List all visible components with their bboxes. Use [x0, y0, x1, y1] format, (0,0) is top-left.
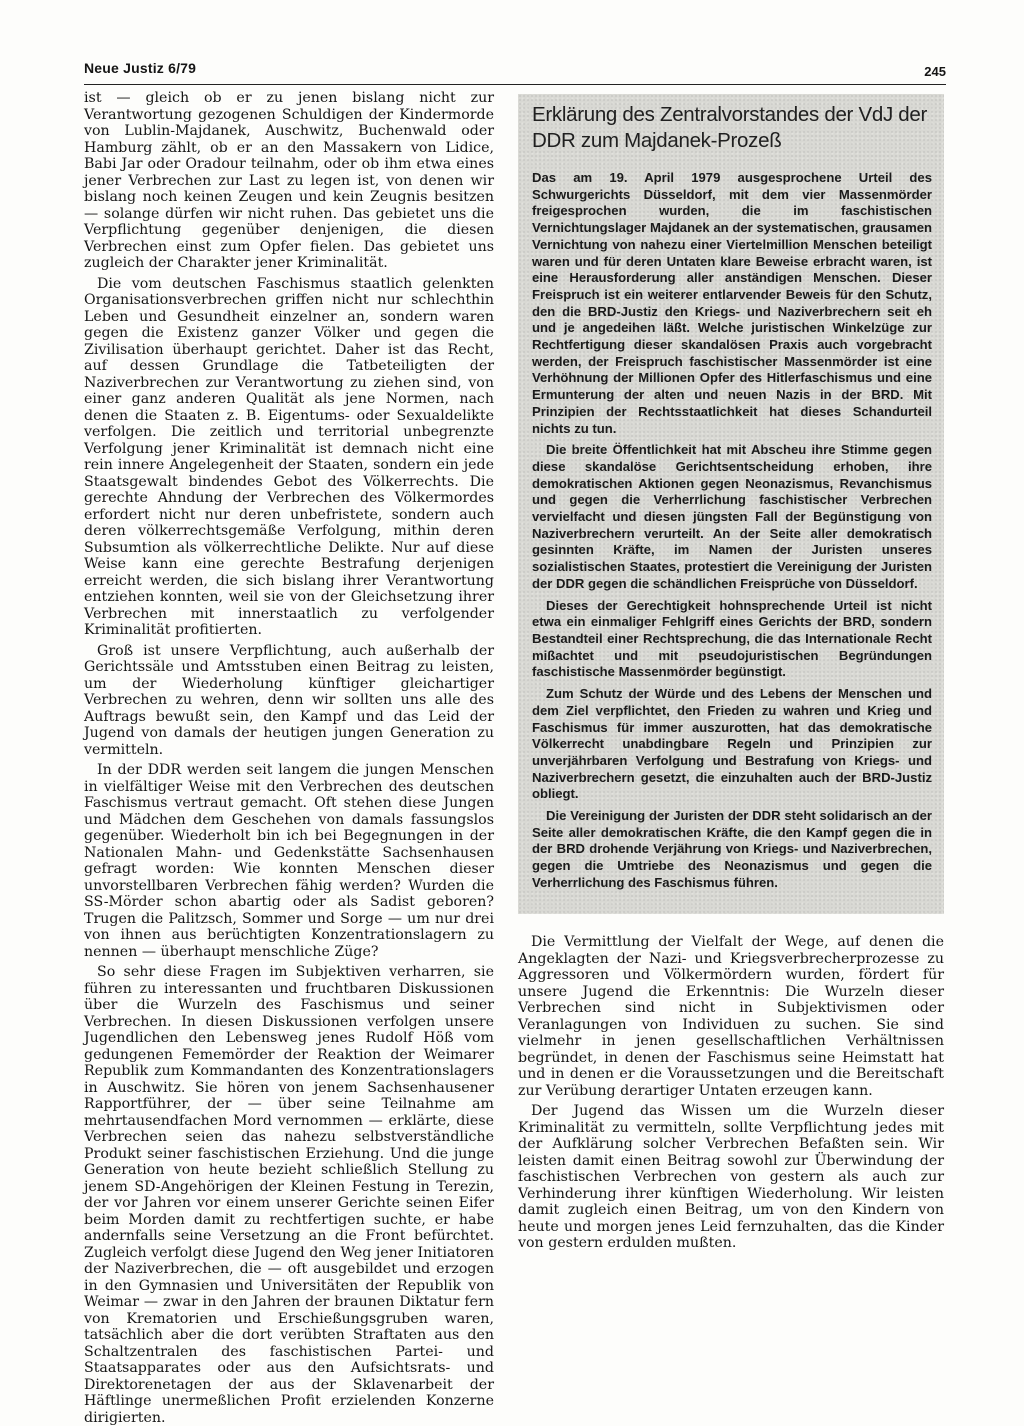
journal-title: Neue Justiz 6/79 [84, 60, 197, 76]
left-paragraph-1: ist — gleich ob er zu jenen bislang nicht zur Verantwortung gezogenen Schuldigen der Kindermorde von Lublin-Majdanek, Auschwitz, Buchenwald oder Hamburg zählt, ob er an den Massakern von Lidice, Babi Jar oder Oradour teilnahm, oder ob ihm etwa eines jener Verbrechen zur Last zu legen ist, von denen wir bislang noch keinen Zeugen und kein Zeugnis besitzen — solange dürfen wir nicht ruhen. Das gebietet uns die Verpflichtung gegenüber denjenigen, die diesen Verbrechen einst zum Opfer fielen. Das gebietet uns zugleich der Charakter jener Kriminalität. [84, 90, 494, 271]
right-paragraph-2: Der Jugend das Wissen um die Wurzeln dieser Kriminalität zu vermitteln, sollte Verpflichtung jedes mit der Aufklärung solcher Verbrechen Befaßten sein. Wir leisten damit einen Beitrag sowohl zur Überwindung der faschistischen Verbrechen von gestern als auch zur Verhinderung ihrer künftigen Wiederholung. Wir leisten damit zugleich einen Beitrag, um von den Kindern von heute und morgen jenes Leid fernzuhalten, das die Kinder von gestern erdulden mußten. [518, 1103, 944, 1251]
left-paragraph-4: In der DDR werden seit langem die jungen Menschen in vielfältiger Weise mit den Verbrechen des deutschen Faschismus vertraut gemacht. Oft stehen diese Jungen und Mädchen dem Geschehen von damals fassungslos gegenüber. Wiederholt bin ich bei Begegnungen in der Nationalen Mahn- und Gedenkstätte Sachsenhausen gefragt worden: Wie konnten Menschen dieser unvorstellbaren Verbrechen fähig werden? Wurden die SS-Mörder schon abartig oder als Sadist geboren? Trugen die Palitzsch, Sommer und Sorge — um nur drei von ihnen aus berüchtigten Konzentrationslagern zu nennen — überhaupt menschliche Züge? [84, 762, 494, 960]
right-paragraph-1: Die Vermittlung der Vielfalt der Wege, auf denen die Angeklagten der Nazi- und Kriegsverbrecherprozesse zu Aggressoren und Völkermördern wurden, fördert für unsere Jugend die Erkenntnis: Die Wurzeln dieser Verbrechen sind nicht in Subjektivismen oder Veranlagungen von Individuen zu suchen. Sie sind vielmehr in jenen gesellschaftlichen Verhältnissen begründet, in denen der Faschismus seine Heimstatt hat und in denen er die Voraussetzungen und die Bereitschaft zur Verübung derartiger Untaten erzeugen kann. [518, 934, 944, 1099]
statement-box [518, 94, 944, 914]
right-column [518, 934, 944, 1252]
page-number: 245 [924, 64, 946, 79]
statement-paragraph-4: Zum Schutz der Würde und des Lebens der Menschen und dem Ziel verpflichtet, den Frieden zu wahren und Krieg und Faschismus für immer auszurotten, hat das demokratische Völkerrecht unabdingbare Regeln und Prinzipien zur unverjährbaren Verfolgung und Bestrafung von Kriegs- und Naziverbrechern gesetzt, die einzuhalten auch der BRD-Justiz obliegt. [532, 686, 932, 802]
page-header [84, 58, 946, 85]
statement-title: Erklärung des Zentralvorstandes der VdJ der DDR zum Majdanek-Prozeß [532, 103, 928, 152]
statement-paragraph-5: Die Vereinigung der Juristen der DDR steht solidarisch an der Seite aller demokratischen Kräfte, die den Kampf gegen die in der BRD drohende Verjährung von Kriegs- und Naziverbrechen, gegen die Umtriebe des Neonazismus und gegen die Verherrlichung des Faschismus führen. [532, 808, 932, 890]
statement-paragraph-2: Die breite Öffentlichkeit hat mit Abscheu ihre Stimme gegen diese skandalöse Gerichtsentscheidung erhoben, ihre demokratischen Aktionen gegen Neonazismus, Revanchismus und gegen die Verherrlichung faschistischer Verbrechen vervielfacht und diesen jüngsten Fall der Begünstigung von Naziverbrechern verurteilt. An der Seite aller demokratisch gesinnten Kräfte, im Namen der Juristen unseres sozialistischen Staates, protestiert die Vereinigung der Juristen der DDR gegen die schändlichen Freisprüche von Düsseldorf. [532, 442, 932, 591]
left-paragraph-5: So sehr diese Fragen im Subjektiven verharren, sie führen zu interessanten und fruchtbaren Diskussionen über die Wurzeln des Faschismus und seiner Verbrechen. In diesen Diskussionen verfolgen unsere Jugendlichen den Lebensweg jenes Rudolf Höß vom gedungenen Fememörder der Reaktion der Weimarer Republik zum Kommandanten des Konzentrationslagers in Auschwitz. Sie hören von jenem Sachsenhausener Rapportführer, der — über seine Teilnahme am mehrtausendfachen Mord vernommen — erklärte, diese Verbrechen seien das nahezu selbstverständliche Produkt seiner faschistischen Erziehung. Und die junge Generation von heute bezieht schließlich Stellung zu jenem SD-Angehörigen der Kleinen Festung in Terezin, der vor Jahren vor einem unserer Gerichte seinen Eifer beim Morden damit zu rechtfertigen suchte, er habe andernfalls seine Versetzung an die Front befürchtet. Zugleich verfolgt diese Jugend den Weg jener Initiatoren der Naziverbrechen, die — oft ausgebildet und erzogen in den Gymnasien und Universitäten der Republik von Weimar — zwar in den Jahren der braunen Diktatur fern von Krematorien und Erschießungsgruben waren, tatsächlich aber die dort verübten Straftaten aus den Schaltzentralen des faschistischen Partei- und Staatsapparates oder aus den Aufsichtsrats- und Direktorenetagen der aus der Sklavenarbeit der Häftlinge unermeßlichen Profit erzielenden Konzerne dirigierten. [84, 964, 494, 1426]
left-column [84, 90, 494, 1426]
left-paragraph-3: Groß ist unsere Verpflichtung, auch außerhalb der Gerichtssäle und Amtsstuben einen Beitrag zu leisten, um der Wiederholung künftiger gleichartiger Verbrechen zu wehren, denn wir sollten uns alle des Auftrags bewußt sein, den Kampf und das Leid der Jugend von damals der heutigen jungen Generation zu vermitteln. [84, 642, 494, 758]
statement-paragraph-3: Dieses der Gerechtigkeit hohnsprechende Urteil ist nicht etwa ein einmaliger Fehlgriff eines Gerichts der BRD, sondern Bestandteil einer Rechtsprechung, die das Internationale Recht mißachtet und mit pseudojuristischen Begründungen faschistische Massenmörder begünstigt. [532, 597, 932, 680]
statement-paragraph-1: Das am 19. April 1979 ausgesprochene Urteil des Schwurgerichts Düsseldorf, mit dem vier Massenmörder freigesprochen wurden, die im faschistischen Vernichtungslager Majdanek an der systematischen, grausamen Vernichtung von nahezu einer Viertelmillion Menschen beteiligt waren und für deren Untaten klare Beweise erbracht waren, ist eine Herausforderung aller anständigen Menschen. Dieser Freispruch ist ein weiterer entlarvender Beweis für den Schutz, den die BRD-Justiz den Kriegs- und Naziverbrechern seit eh und je angedeihen läßt. Welche juristischen Winkelzüge zur Rechtfertigung dieser skandalösen Praxis auch vorgebracht werden, der Freispruch faschistischer Massenmörder ist eine Verhöhnung der Millionen Opfer des Hitlerfaschismus und eine Ermunterung der alten und neuen Nazis in der BRD. Mit Prinzipien der Rechtsstaatlichkeit hat dieses Schandurteil nichts zu tun. [532, 170, 932, 436]
left-paragraph-2: Die vom deutschen Faschismus staatlich gelenkten Organisationsverbrechen griffen nicht nur schlechthin Leben und Gesundheit einzelner an, sondern waren gegen die Existenz ganzer Völker und gegen die Zivilisation überhaupt gerichtet. Daher ist das Recht, auf dessen Grundlage die Tatbeteiligten der Naziverbrechen zur Verantwortung zu ziehen sind, von einer ganz anderen Qualität als jene Normen, nach denen die Staaten z. B. Eigentums- oder Sexualdelikte verfolgen. Die zeitlich und territorial unbegrenzte Verfolgung jener Kriminalität ist demnach nicht eine rein innere Angelegenheit der Staaten, sondern ein jede Staatsgewalt bindendes Gebot des Völkerrechts. Die gerechte Ahndung der Verbrechen des Völkermordes erfordert nicht nur deren unbefristete, sondern auch deren völkerrechtsgemäße Verfolgung, mithin deren Subsumtion als völkerrechtliche Delikte. Nur auf diese Weise kann eine gerechte Bestrafung derjenigen erreicht werden, die sich bislang ihrer Verantwortung entziehen konnten, weil sie von der Gleichsetzung ihrer Verbrechen mit innerstaatlich zu verfolgender Kriminalität profitierten. [84, 275, 494, 638]
statement-body [532, 170, 932, 892]
